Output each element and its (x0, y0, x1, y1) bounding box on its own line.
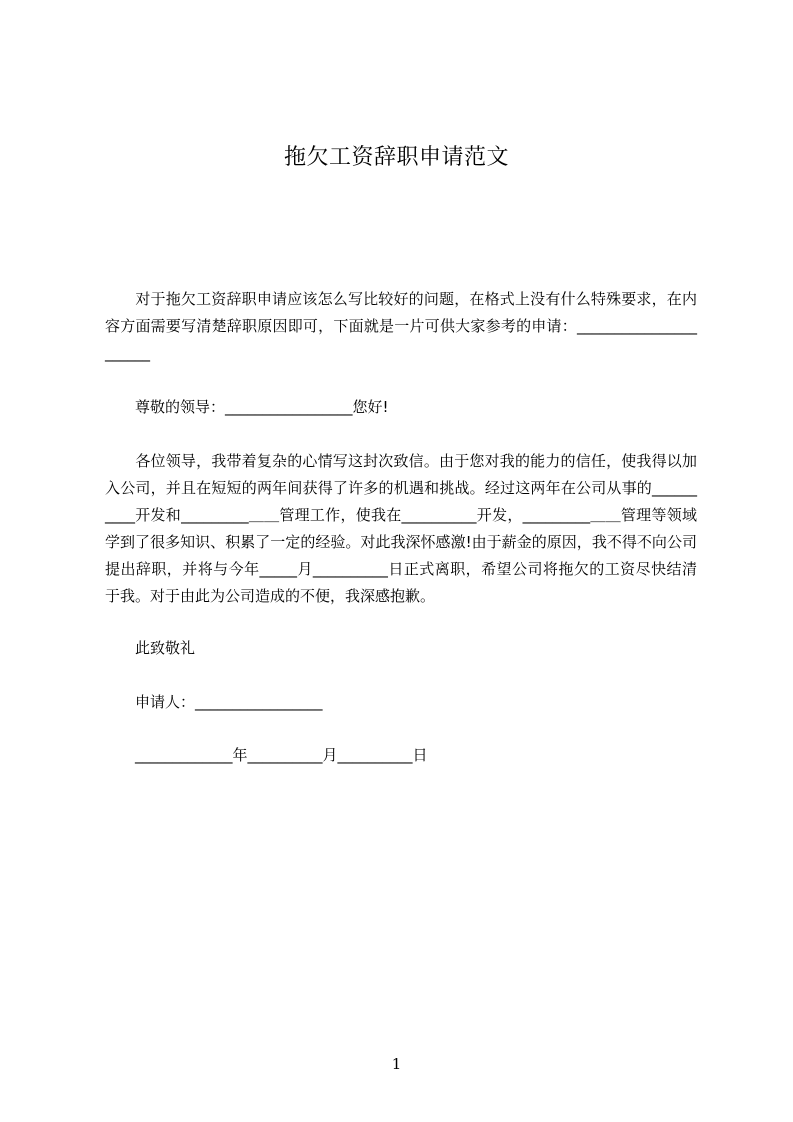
salutation: 尊敬的领导：_________________您好! (105, 398, 389, 416)
closing-line: 此致敬礼 (105, 639, 196, 657)
date-line: _____________年__________月__________日 (105, 746, 428, 764)
body-paragraph: 各位领导，我带着复杂的心情写这封次致信。由于您对我的能力的信任，使我得以加入公司，并且在短短的两年间获得了许多的机遇和挑战。经过这两年在公司从事的__________开发和_________＿＿管理工作，使我在__________开发，_________＿＿管理等领域学到了很多知识、积累了一定的经验。对此我深怀感激!由于薪金的原因，我不得不向公司提出辞职，并将与今年_____月__________日正式离职，希望公司将拖欠的工资尽快结清于我。对于由此为公司造成的不便，我深感抱歉。 (105, 452, 697, 605)
applicant-line: 申请人：_________________ (105, 693, 323, 711)
intro-paragraph: 对于拖欠工资辞职申请应该怎么写比较好的问题，在格式上没有什么特殊要求，在内容方面需要写清楚辞职原因即可，下面就是一片可供大家参考的申请：______________________ (105, 290, 697, 362)
page-number: 1 (391, 1055, 402, 1073)
document-title: 拖欠工资辞职申请范文 (283, 145, 509, 170)
